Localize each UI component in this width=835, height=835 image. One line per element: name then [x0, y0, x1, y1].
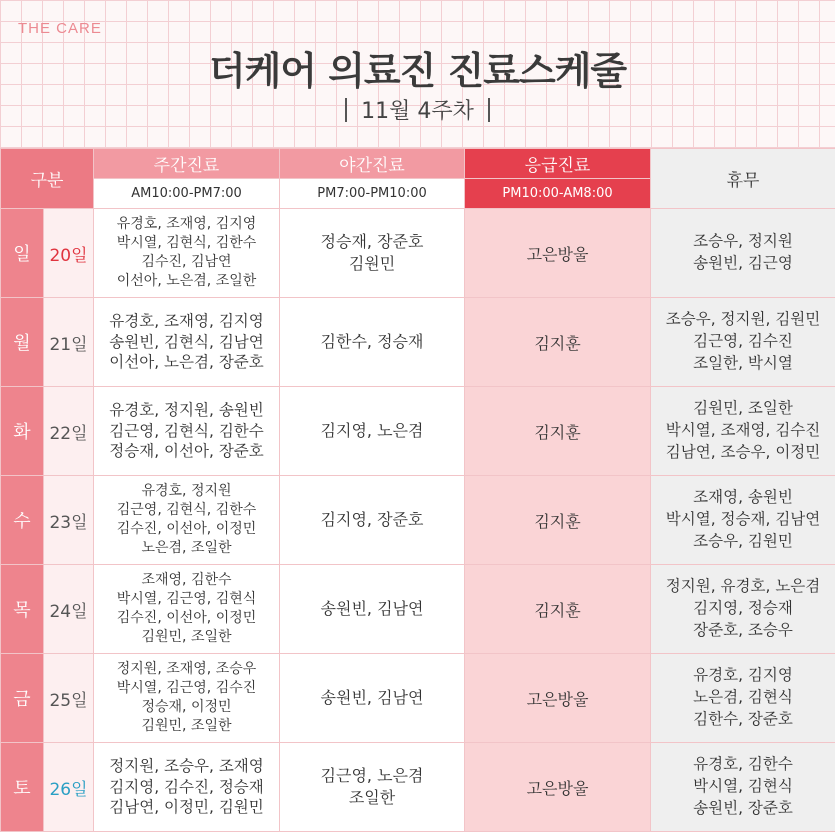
day-shift-time: AM10:00-PM7:00 [94, 179, 280, 209]
doctor-names-line: 노은겸, 김현식 [693, 688, 793, 707]
table-row [1, 565, 835, 654]
day-shift-doctors [94, 476, 280, 565]
date-label: 26일 [44, 743, 94, 832]
emergency-shift-doctor: 고은방울 [465, 654, 651, 743]
table-row [1, 298, 835, 387]
day-shift-doctors [94, 298, 280, 387]
doctor-names-line: 유경호, 정지원, 송원빈 [109, 400, 264, 419]
doctor-names-line: 김근영, 김현식, 김한수 [109, 421, 264, 440]
header-grid-background [0, 0, 835, 148]
doctor-names-line: 정승재, 장준호 [320, 231, 424, 251]
off-duty-doctors [651, 743, 835, 832]
doctor-names-line: 조재영, 송원빈 [693, 488, 793, 507]
doctor-names-line: 김지영, 장준호 [320, 509, 424, 529]
doctor-names-line: 박시열, 정승재, 김남연 [665, 510, 821, 529]
doctor-names-line: 김원민, 조일한 [141, 628, 232, 645]
doctor-names-line: 박시열, 조재영, 김수진 [665, 421, 821, 440]
emergency-shift-doctor: 김지훈 [465, 387, 651, 476]
date-label: 24일 [44, 565, 94, 654]
doctor-names-line: 조일한, 박시열 [693, 353, 793, 372]
header-emergency-shift: 응급진료 [465, 149, 651, 179]
emergency-shift-doctor: 김지훈 [465, 565, 651, 654]
doctor-names-line: 김남연, 조승우, 이정민 [665, 442, 821, 461]
doctor-names-line: 정지원, 조재영, 조승우 [116, 661, 257, 678]
day-of-week: 월 [1, 298, 44, 387]
off-duty-doctors [651, 387, 835, 476]
doctor-names-line: 노은겸, 조일한 [141, 539, 232, 556]
doctor-names-line: 조승우, 정지원 [693, 232, 793, 251]
night-shift-doctors [280, 654, 465, 743]
night-shift-doctors [280, 298, 465, 387]
doctor-names-line: 박시열, 김근영, 김수진 [116, 680, 257, 697]
day-of-week: 화 [1, 387, 44, 476]
doctor-names-line: 김원민, 조일한 [141, 717, 232, 734]
header-night-shift: 야간진료 [280, 149, 465, 179]
doctor-names-line: 김원민 [348, 254, 396, 273]
doctor-names-line: 김수진, 김남연 [141, 254, 232, 270]
night-shift-doctors [280, 209, 465, 298]
doctor-names-line: 조재영, 김한수 [141, 572, 232, 589]
date-label: 25일 [44, 654, 94, 743]
doctor-names-line: 정지원, 조승우, 조재영 [109, 756, 264, 775]
off-duty-doctors [651, 654, 835, 743]
night-shift-doctors [280, 476, 465, 565]
doctor-names-line: 유경호, 김한수 [693, 755, 793, 774]
page-title: 더케어 의료진 진료스케줄 [208, 49, 627, 93]
doctor-names-line: 장준호, 조승우 [693, 620, 793, 639]
doctor-names-line: 송원빈, 김현식, 김남연 [109, 332, 264, 351]
day-shift-doctors [94, 743, 280, 832]
doctor-names-line: 유경호, 정지원 [141, 483, 232, 500]
subtitle-divider-left [345, 98, 347, 122]
off-duty-doctors [651, 565, 835, 654]
doctor-names-line: 조일한 [348, 788, 396, 807]
emergency-shift-time: PM10:00-AM8:00 [465, 179, 651, 209]
off-duty-doctors [651, 476, 835, 565]
night-shift-doctors [280, 387, 465, 476]
night-shift-time: PM7:00-PM10:00 [280, 179, 465, 209]
doctor-names-line: 김한수, 정승재 [320, 331, 424, 351]
day-of-week: 수 [1, 476, 44, 565]
emergency-shift-doctor: 고은방울 [465, 743, 651, 832]
doctor-names-line: 유경호, 조재영, 김지영 [116, 216, 257, 233]
table-row [1, 387, 835, 476]
doctor-names-line: 정승재, 이선아, 장준호 [109, 442, 264, 461]
doctor-names-line: 송원빈, 김근영 [693, 254, 793, 272]
header-row-labels [1, 149, 835, 179]
doctor-names-line: 김수진, 이선아, 이정민 [116, 610, 257, 626]
header-day-shift: 주간진료 [94, 149, 280, 179]
doctor-names-line: 조승우, 정지원, 김원민 [665, 310, 821, 329]
doctor-names-line: 김근영, 김수진 [693, 332, 793, 351]
day-of-week: 목 [1, 565, 44, 654]
table-row [1, 476, 835, 565]
schedule-body [1, 209, 835, 832]
table-row [1, 209, 835, 298]
page-subtitle [0, 94, 835, 125]
off-duty-doctors [651, 298, 835, 387]
emergency-shift-doctor: 김지훈 [465, 476, 651, 565]
week-label: 11월 4주차 [361, 99, 474, 124]
table-row [1, 654, 835, 743]
date-label: 22일 [44, 387, 94, 476]
doctor-names-line: 김원민, 조일한 [693, 399, 793, 418]
date-label: 20일 [44, 209, 94, 298]
brand-logo-text: THE CARE [18, 20, 102, 37]
off-duty-doctors [651, 209, 835, 298]
date-label: 23일 [44, 476, 94, 565]
doctor-names-line: 정승재, 이정민 [141, 699, 232, 715]
doctor-names-line: 이선아, 노은겸, 조일한 [116, 272, 257, 289]
doctor-names-line: 김지영, 김수진, 정승재 [109, 777, 264, 796]
doctor-names-line: 김한수, 장준호 [693, 709, 793, 728]
doctor-names-line: 박시열, 김현식, 김한수 [116, 235, 257, 252]
doctor-names-line: 김남연, 이정민, 김원민 [109, 798, 264, 817]
schedule-table [0, 148, 835, 832]
day-of-week: 토 [1, 743, 44, 832]
doctor-names-line: 김근영, 노은겸 [320, 765, 424, 785]
header-gubun: 구분 [1, 149, 94, 209]
doctor-names-line: 유경호, 조재영, 김지영 [109, 311, 264, 330]
day-shift-doctors [94, 209, 280, 298]
night-shift-doctors [280, 565, 465, 654]
doctor-names-line: 김수진, 이선아, 이정민 [116, 521, 257, 537]
doctor-names-line: 김근영, 김현식, 김한수 [116, 502, 257, 519]
doctor-names-line: 송원빈, 장준호 [693, 798, 793, 817]
day-shift-doctors [94, 387, 280, 476]
emergency-shift-doctor: 김지훈 [465, 298, 651, 387]
day-shift-doctors [94, 565, 280, 654]
table-row [1, 743, 835, 832]
header-off: 휴무 [651, 149, 835, 209]
night-shift-doctors [280, 743, 465, 832]
doctor-names-line: 박시열, 김근영, 김현식 [116, 591, 257, 608]
doctor-names-line: 송원빈, 김남연 [320, 687, 424, 707]
doctor-names-line: 박시열, 김현식 [693, 777, 793, 796]
day-of-week: 금 [1, 654, 44, 743]
emergency-shift-doctor: 고은방울 [465, 209, 651, 298]
doctor-names-line: 송원빈, 김남연 [320, 598, 424, 618]
day-shift-doctors [94, 654, 280, 743]
doctor-names-line: 김지영, 노은겸 [320, 420, 424, 440]
date-label: 21일 [44, 298, 94, 387]
doctor-names-line: 유경호, 김지영 [693, 666, 793, 685]
doctor-names-line: 김지영, 정승재 [693, 599, 793, 618]
doctor-names-line: 정지원, 유경호, 노은겸 [665, 577, 821, 596]
subtitle-divider-right [488, 98, 490, 122]
day-of-week: 일 [1, 209, 44, 298]
doctor-names-line: 조승우, 김원민 [693, 531, 793, 550]
doctor-names-line: 이선아, 노은겸, 장준호 [109, 353, 264, 372]
